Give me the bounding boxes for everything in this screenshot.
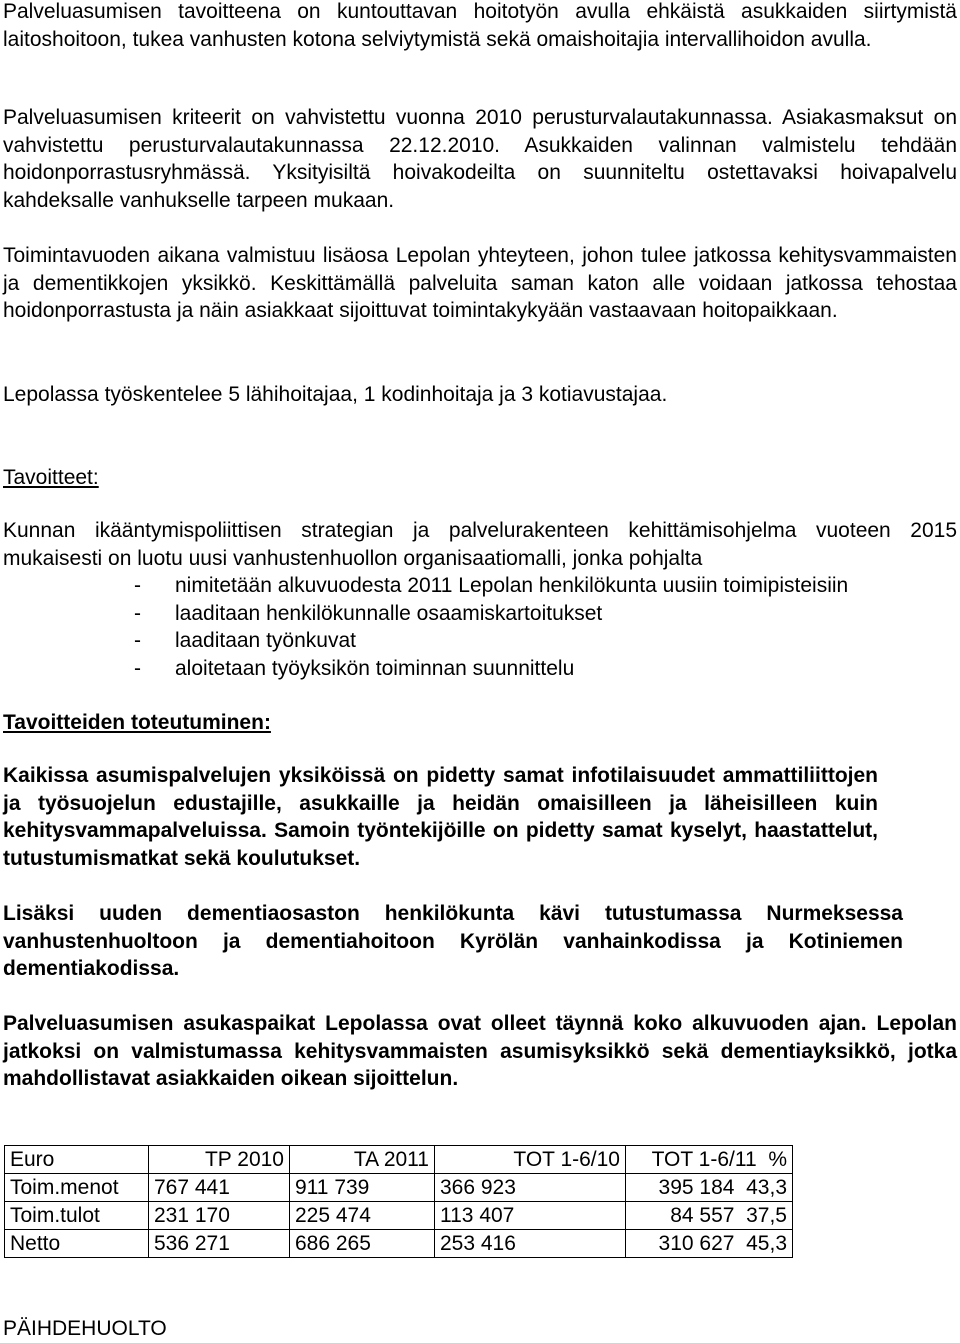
table-cell: 225 474 bbox=[290, 1202, 435, 1230]
table-cell: 395 184 43,3 bbox=[626, 1174, 793, 1202]
goals-list bbox=[3, 572, 957, 682]
intro-paragraph-1: Palveluasumisen tavoitteena on kuntouttavan hoitotyön avulla ehkäistä asukkaiden siirtymistä laitoshoitoon, tukea vanhusten kotona selviytymistä sekä omaishoitajia intervallihoidon avulla. bbox=[3, 0, 957, 51]
goals-paragraph: Kunnan ikääntymispoliittisen strategian ja palvelurakenteen kehittämisohjelma vuoteen 2015 mukaisesti on luotu uusi vanhustenhuollon organisaatiomalli, jonka pohjalta bbox=[3, 519, 957, 570]
table-cell: 310 627 45,3 bbox=[626, 1230, 793, 1258]
list-item: - laaditaan henkilökunnalle osaamiskartoitukset bbox=[3, 600, 957, 628]
list-item: - laaditaan työnkuvat bbox=[3, 627, 957, 655]
table-cell: 911 739 bbox=[290, 1174, 435, 1202]
realization-paragraph-2: Lisäksi uuden dementiaosaston henkilökunta kävi tutustumassa Nurmeksessa vanhustenhuoltoon ja dementiahoitoon Kyrölän vanhainkodissa ja Kotiniemen dementiakodissa. bbox=[3, 902, 903, 981]
table-cell: 686 265 bbox=[290, 1230, 435, 1258]
table-cell: Toim.tulot bbox=[5, 1202, 149, 1230]
table-cell: Netto bbox=[5, 1230, 149, 1258]
table-cell: 536 271 bbox=[149, 1230, 290, 1258]
table-cell: Toim.menot bbox=[5, 1174, 149, 1202]
list-item: - nimitetään alkuvuodesta 2011 Lepolan henkilökunta uusiin toimipisteisiin bbox=[3, 572, 957, 600]
realization-paragraph-3: Palveluasumisen asukaspaikat Lepolassa ovat olleet täynnä koko alkuvuoden ajan. Lepolan jatkoksi on valmistumassa kehitysvammaisten asumisyksikkö sekä dementiayksikkö, jotka mahdollistavat asiakkaiden oikean sijoittelun. bbox=[3, 1012, 957, 1091]
dash-bullet: - bbox=[134, 656, 141, 680]
section-heading-paihdehuolto: PÄIHDEHUOLTO bbox=[3, 1317, 167, 1340]
table-cell: Euro bbox=[5, 1146, 149, 1174]
table-row bbox=[5, 1174, 793, 1202]
dash-bullet: - bbox=[134, 574, 141, 597]
intro-paragraph-2: Palveluasumisen kriteerit on vahvistettu vuonna 2010 perusturvalautakunnassa. Asiakasmaksut on vahvistettu perusturvalautakunnassa 22.12.2010. Asukkaiden valinnan valmistelu tehdään hoidonporrastusryhmässä. Yksityisiltä hoivakodeilta on suunniteltu ostettavaksi hoivapalvelu kahdeksalle vanhukselle tarpeen mukaan. bbox=[3, 106, 957, 212]
realization-heading: Tavoitteiden toteutuminen: bbox=[3, 711, 271, 734]
list-item: - aloitetaan työyksikön toiminnan suunnittelu bbox=[3, 655, 957, 683]
table-cell: 767 441 bbox=[149, 1174, 290, 1202]
table-cell: TOT 1-6/11 % bbox=[626, 1146, 793, 1174]
table-cell: 113 407 bbox=[435, 1202, 626, 1230]
financial-table bbox=[4, 1145, 793, 1258]
table-cell: TP 2010 bbox=[149, 1146, 290, 1174]
table-row bbox=[5, 1230, 793, 1258]
table-header-row bbox=[5, 1146, 793, 1174]
table-cell: 366 923 bbox=[435, 1174, 626, 1202]
realization-paragraph-1: Kaikissa asumispalvelujen yksiköissä on pidetty samat infotilaisuudet ammattiliittojen ja työsuojelun edustajille, asukkaille ja heidän omaisilleen ja läheisilleen kuin kehitysvammapalveluissa. Samoin työntekijöille on pidetty samat kyselyt, haastattelut, tutustumismatkat sekä koulutukset. bbox=[3, 764, 878, 870]
intro-paragraph-3: Toimintavuoden aikana valmistuu lisäosa Lepolan yhteyteen, johon tulee jatkossa kehitysvammaisten ja dementikkojen yksikkö. Keskittämällä palveluita saman katon alle voidaan jatkossa tehostaa hoidonporrastusta ja näin asiakkaat sijoittuvat toimintakykyään vastaavaan hoitopaikkaan. bbox=[3, 244, 957, 323]
dash-bullet: - bbox=[134, 629, 141, 653]
goals-heading: Tavoitteet: bbox=[3, 466, 99, 489]
table-row bbox=[5, 1202, 793, 1230]
intro-paragraph-4: Lepolassa työskentelee 5 lähihoitajaa, 1 kodinhoitaja ja 3 kotiavustajaa. bbox=[3, 383, 668, 406]
table-cell: TOT 1-6/10 bbox=[435, 1146, 626, 1174]
table-cell: 253 416 bbox=[435, 1230, 626, 1258]
dash-bullet: - bbox=[134, 601, 141, 625]
table-cell: TA 2011 bbox=[290, 1146, 435, 1174]
table-cell: 84 557 37,5 bbox=[626, 1202, 793, 1230]
table-cell: 231 170 bbox=[149, 1202, 290, 1230]
